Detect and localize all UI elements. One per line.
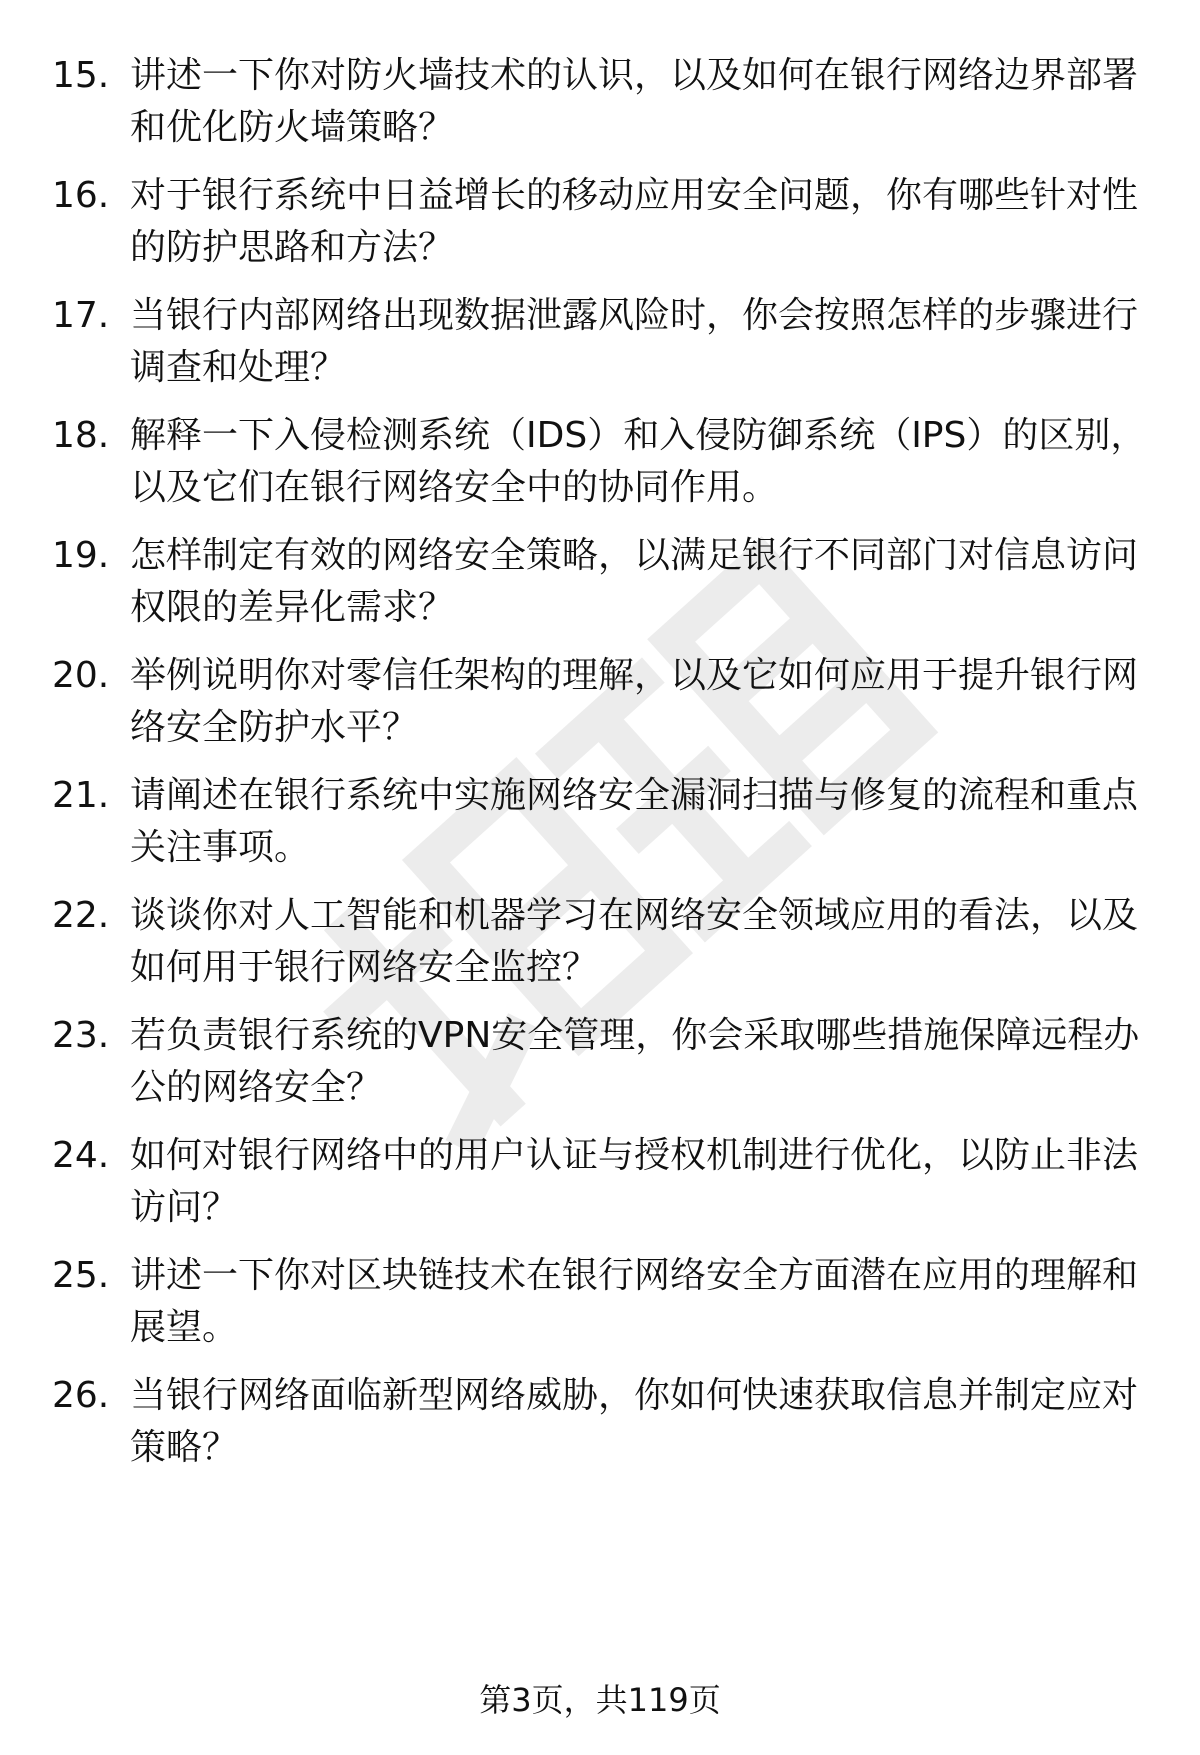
- question-line: 以及它们在银行网络安全中的协同作用。: [130, 467, 779, 508]
- question-text: [130, 290, 1139, 394]
- question-line: 讲述一下你对区块链技术在银行网络安全方面潜在应用的理解和: [130, 1255, 1139, 1296]
- question-line: 怎样制定有效的网络安全策略，以满足银行不同部门对信息访问: [130, 535, 1139, 576]
- question-number: 21.: [52, 775, 110, 816]
- question-number: 25.: [52, 1255, 110, 1296]
- question-line: 若负责银行系统的VPN安全管理，你会采取哪些措施保障远程办: [130, 1015, 1140, 1056]
- question-text: [130, 530, 1139, 634]
- question-text: [130, 770, 1139, 874]
- question-line: 权限的差异化需求？: [130, 587, 455, 628]
- question-line: 当银行内部网络出现数据泄露风险时，你会按照怎样的步骤进行: [130, 295, 1139, 336]
- question-line: 策略？: [130, 1427, 239, 1468]
- question-number: 24.: [52, 1135, 110, 1176]
- question-line: 当银行网络面临新型网络威胁，你如何快速获取信息并制定应对: [130, 1375, 1139, 1416]
- question-line: 调查和处理？: [130, 347, 347, 388]
- question-number: 15.: [52, 55, 110, 96]
- question-number: 26.: [52, 1375, 110, 1416]
- question-line: 络安全防护水平？: [130, 707, 419, 748]
- question-number: 23.: [52, 1015, 110, 1056]
- question-number: 17.: [52, 295, 110, 336]
- question-line: 公的网络安全？: [130, 1067, 383, 1108]
- question-line: 如何用于银行网络安全监控？: [130, 947, 599, 988]
- question-number: 16.: [52, 175, 110, 216]
- question-line: 请阐述在银行系统中实施网络安全漏洞扫描与修复的流程和重点: [130, 775, 1139, 816]
- question-number: 19.: [52, 535, 110, 576]
- question-text: [130, 170, 1139, 274]
- question-text: [130, 650, 1139, 754]
- question-line: 讲述一下你对防火墙技术的认识，以及如何在银行网络边界部署: [130, 55, 1139, 96]
- question-line: 关注事项。: [130, 827, 311, 868]
- question-line: 谈谈你对人工智能和机器学习在网络安全领域应用的看法，以及: [130, 895, 1139, 936]
- question-text: [130, 1370, 1139, 1474]
- question-line: 访问？: [130, 1187, 239, 1228]
- page-number-footer: 第3页，共119页: [479, 1681, 721, 1719]
- question-line: 展望。: [130, 1307, 239, 1348]
- question-line: 解释一下入侵检测系统（IDS）和入侵防御系统（IPS）的区别，: [130, 415, 1147, 456]
- question-text: [130, 1130, 1139, 1234]
- question-line: 如何对银行网络中的用户认证与授权机制进行优化，以防止非法: [130, 1135, 1139, 1176]
- question-number: 18.: [52, 415, 110, 456]
- question-text: [130, 1250, 1139, 1354]
- question-text: [130, 1010, 1140, 1114]
- question-text: [130, 890, 1139, 994]
- question-number: 20.: [52, 655, 110, 696]
- question-line: 和优化防火墙策略？: [130, 107, 455, 148]
- question-line: 对于银行系统中日益增长的移动应用安全问题，你有哪些针对性: [130, 175, 1139, 216]
- question-number: 22.: [52, 895, 110, 936]
- question-line: 的防护思路和方法？: [130, 227, 455, 268]
- question-text: [130, 50, 1139, 154]
- question-text: [130, 410, 1147, 514]
- question-line: 举例说明你对零信任架构的理解，以及它如何应用于提升银行网: [130, 655, 1139, 696]
